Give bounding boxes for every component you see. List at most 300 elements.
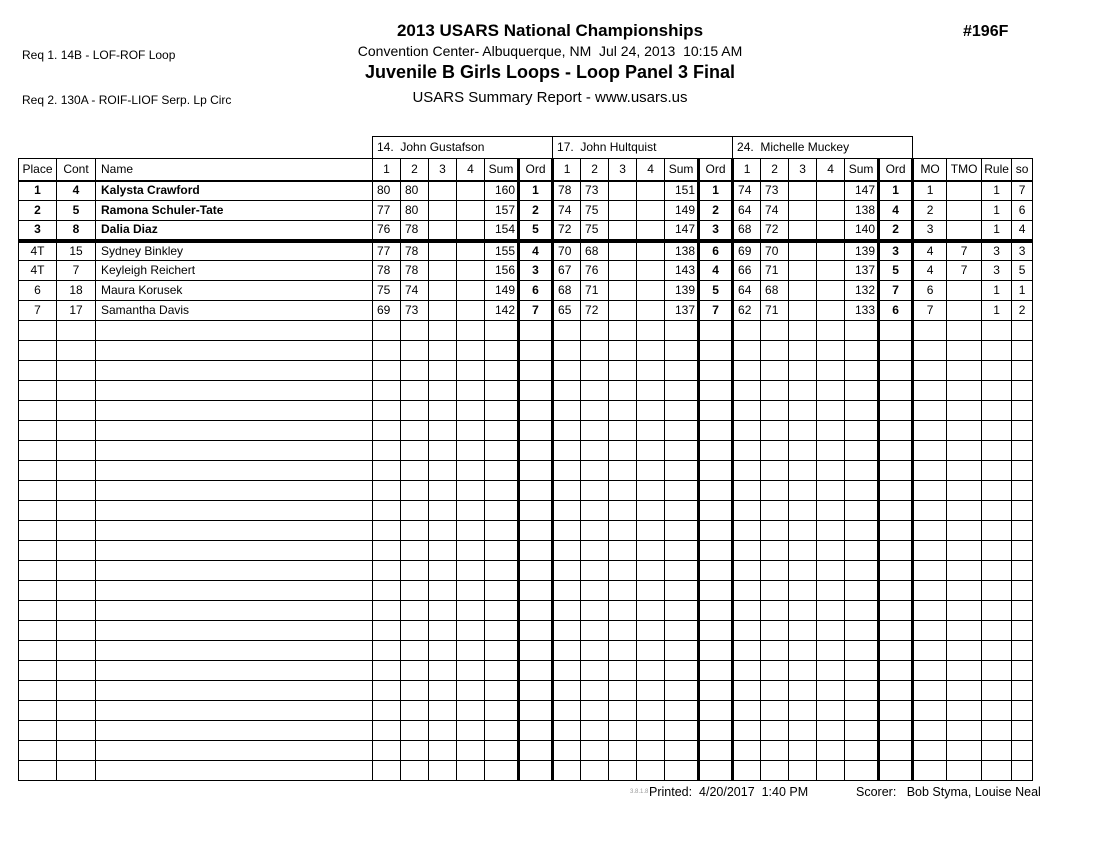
empty-cell xyxy=(485,581,519,601)
empty-cell xyxy=(699,501,733,521)
ordinal-cell: 5 xyxy=(519,221,553,241)
empty-cell xyxy=(581,521,609,541)
empty-cell xyxy=(913,561,947,581)
place-cell: 6 xyxy=(19,281,57,301)
so-cell: 5 xyxy=(1012,261,1033,281)
so-cell: 3 xyxy=(1012,241,1033,261)
empty-cell xyxy=(57,701,96,721)
col-header-mark-3: 3 xyxy=(789,159,817,181)
empty-cell xyxy=(457,761,485,781)
empty-cell xyxy=(913,681,947,701)
col-header-sum: Sum xyxy=(485,159,519,181)
empty-cell xyxy=(96,601,373,621)
sum-cell: 151 xyxy=(665,181,699,201)
empty-cell xyxy=(1012,561,1033,581)
empty-cell xyxy=(789,701,817,721)
empty-cell xyxy=(485,761,519,781)
empty-cell xyxy=(581,441,609,461)
sum-cell: 142 xyxy=(485,301,519,321)
scorer-label: Scorer: xyxy=(856,785,897,799)
empty-cell xyxy=(373,621,401,641)
empty-cell xyxy=(429,661,457,681)
empty-cell xyxy=(845,561,879,581)
skater-row xyxy=(19,241,1033,261)
empty-cell xyxy=(982,481,1012,501)
empty-cell xyxy=(96,561,373,581)
empty-cell xyxy=(789,741,817,761)
empty-cell xyxy=(19,521,57,541)
empty-cell xyxy=(19,661,57,681)
empty-cell xyxy=(789,361,817,381)
empty-cell xyxy=(457,361,485,381)
empty-cell xyxy=(96,501,373,521)
empty-cell xyxy=(457,441,485,461)
empty-cell xyxy=(699,381,733,401)
empty-cell xyxy=(982,601,1012,621)
ordinal-cell: 3 xyxy=(879,241,913,261)
sum-cell: 147 xyxy=(845,181,879,201)
mark-cell: 75 xyxy=(581,221,609,241)
empty-cell xyxy=(637,481,665,501)
contestant-number-cell: 18 xyxy=(57,281,96,301)
empty-cell xyxy=(845,361,879,381)
mark-cell xyxy=(817,301,845,321)
empty-cell xyxy=(845,721,879,741)
mark-cell xyxy=(457,201,485,221)
empty-cell xyxy=(665,701,699,721)
empty-cell xyxy=(665,441,699,461)
empty-cell xyxy=(817,561,845,581)
empty-cell xyxy=(817,401,845,421)
empty-cell xyxy=(401,421,429,441)
empty-cell xyxy=(637,721,665,741)
empty-cell xyxy=(637,541,665,561)
empty-cell xyxy=(401,621,429,641)
tmo-cell xyxy=(947,221,982,241)
empty-cell xyxy=(913,421,947,441)
empty-cell xyxy=(637,661,665,681)
sum-cell: 160 xyxy=(485,181,519,201)
empty-cell xyxy=(457,321,485,341)
empty-cell xyxy=(19,461,57,481)
empty-cell xyxy=(947,641,982,661)
empty-cell xyxy=(457,341,485,361)
empty-cell xyxy=(817,381,845,401)
empty-cell xyxy=(733,361,761,381)
empty-cell xyxy=(913,661,947,681)
mark-cell xyxy=(429,201,457,221)
scorer-value: Bob Styma, Louise Neal xyxy=(906,785,1041,799)
empty-cell xyxy=(879,741,913,761)
empty-cell xyxy=(57,421,96,441)
empty-cell xyxy=(581,481,609,501)
empty-cell xyxy=(947,661,982,681)
empty-cell xyxy=(19,441,57,461)
empty-cell xyxy=(817,661,845,681)
empty-cell xyxy=(553,701,581,721)
empty-cell xyxy=(913,541,947,561)
empty-cell xyxy=(581,401,609,421)
contestant-number-cell: 17 xyxy=(57,301,96,321)
empty-cell xyxy=(761,581,789,601)
venue-datetime: Convention Center- Albuquerque, NM Jul 24, 2013 10:15 AM xyxy=(357,43,743,59)
empty-cell xyxy=(789,721,817,741)
skater-name-cell: Dalia Diaz xyxy=(96,221,373,241)
majority-ordinal-cell: 7 xyxy=(913,301,947,321)
column-header-row xyxy=(19,159,1033,181)
sum-cell: 132 xyxy=(845,281,879,301)
empty-cell xyxy=(553,521,581,541)
empty-cell xyxy=(789,621,817,641)
empty-cell xyxy=(519,341,553,361)
empty-cell xyxy=(947,361,982,381)
empty-cell xyxy=(57,641,96,661)
mark-cell xyxy=(609,221,637,241)
empty-cell xyxy=(96,381,373,401)
empty-cell xyxy=(879,601,913,621)
mark-cell: 62 xyxy=(733,301,761,321)
empty-cell xyxy=(637,421,665,441)
empty-cell xyxy=(845,501,879,521)
empty-cell xyxy=(553,501,581,521)
empty-cell xyxy=(19,481,57,501)
empty-cell xyxy=(457,421,485,441)
mark-cell: 78 xyxy=(553,181,581,201)
empty-cell xyxy=(519,361,553,381)
empty-cell xyxy=(1012,341,1033,361)
empty-cell xyxy=(947,341,982,361)
empty-cell xyxy=(373,361,401,381)
mark-cell: 73 xyxy=(581,181,609,201)
sum-cell: 137 xyxy=(665,301,699,321)
empty-cell xyxy=(789,341,817,361)
empty-cell xyxy=(429,641,457,661)
empty-cell xyxy=(879,521,913,541)
empty-cell xyxy=(879,501,913,521)
empty-cell xyxy=(519,661,553,681)
empty-cell xyxy=(19,681,57,701)
empty-cell xyxy=(761,641,789,661)
empty-cell xyxy=(429,581,457,601)
col-header-cont: Cont xyxy=(57,159,96,181)
col-header-mark-2: 2 xyxy=(761,159,789,181)
empty-cell xyxy=(733,681,761,701)
empty-cell xyxy=(373,681,401,701)
empty-cell xyxy=(817,441,845,461)
results-table xyxy=(18,136,1033,781)
empty-cell xyxy=(96,701,373,721)
empty-cell xyxy=(373,761,401,781)
empty-cell xyxy=(982,441,1012,461)
mark-cell: 68 xyxy=(553,281,581,301)
empty-cell xyxy=(879,761,913,781)
empty-cell xyxy=(457,681,485,701)
empty-row xyxy=(19,701,1033,721)
empty-cell xyxy=(581,761,609,781)
empty-cell xyxy=(609,321,637,341)
mark-cell: 74 xyxy=(401,281,429,301)
empty-cell xyxy=(553,761,581,781)
place-cell: 4T xyxy=(19,261,57,281)
empty-cell xyxy=(519,741,553,761)
mark-cell: 66 xyxy=(733,261,761,281)
empty-cell xyxy=(609,741,637,761)
empty-cell xyxy=(637,621,665,641)
empty-cell xyxy=(761,341,789,361)
sum-cell: 154 xyxy=(485,221,519,241)
empty-cell xyxy=(982,361,1012,381)
empty-cell xyxy=(845,741,879,761)
empty-cell xyxy=(373,381,401,401)
empty-cell xyxy=(913,341,947,361)
empty-cell xyxy=(553,421,581,441)
empty-cell xyxy=(609,461,637,481)
empty-row xyxy=(19,741,1033,761)
empty-cell xyxy=(789,581,817,601)
majority-ordinal-cell: 2 xyxy=(913,201,947,221)
mark-cell: 71 xyxy=(581,281,609,301)
mark-cell xyxy=(789,201,817,221)
empty-row xyxy=(19,581,1033,601)
empty-cell xyxy=(96,481,373,501)
empty-cell xyxy=(96,361,373,381)
empty-cell xyxy=(457,481,485,501)
empty-cell xyxy=(665,501,699,521)
empty-cell xyxy=(845,641,879,661)
empty-cell xyxy=(96,641,373,661)
empty-cell xyxy=(699,641,733,661)
col-header-mark-4: 4 xyxy=(457,159,485,181)
empty-cell xyxy=(817,601,845,621)
empty-cell xyxy=(401,441,429,461)
empty-cell xyxy=(401,321,429,341)
skater-name-cell: Keyleigh Reichert xyxy=(96,261,373,281)
empty-cell xyxy=(699,421,733,441)
empty-cell xyxy=(553,361,581,381)
empty-cell xyxy=(57,741,96,761)
mark-cell xyxy=(637,201,665,221)
empty-row xyxy=(19,661,1033,681)
empty-cell xyxy=(485,701,519,721)
empty-cell xyxy=(982,621,1012,641)
empty-cell xyxy=(1012,441,1033,461)
empty-cell xyxy=(665,421,699,441)
empty-cell xyxy=(699,341,733,361)
empty-cell xyxy=(581,661,609,681)
empty-cell xyxy=(19,701,57,721)
empty-cell xyxy=(947,681,982,701)
mark-cell xyxy=(817,221,845,241)
mark-cell xyxy=(637,181,665,201)
empty-cell xyxy=(1012,701,1033,721)
empty-cell xyxy=(581,501,609,521)
empty-cell xyxy=(457,721,485,741)
skater-row xyxy=(19,281,1033,301)
empty-cell xyxy=(401,561,429,581)
empty-cell xyxy=(733,601,761,621)
empty-cell xyxy=(553,641,581,661)
empty-cell xyxy=(637,701,665,721)
empty-cell xyxy=(699,361,733,381)
empty-row xyxy=(19,381,1033,401)
empty-cell xyxy=(429,741,457,761)
empty-cell xyxy=(553,721,581,741)
empty-cell xyxy=(879,661,913,681)
empty-cell xyxy=(373,481,401,501)
empty-row xyxy=(19,481,1033,501)
col-header-place: Place xyxy=(19,159,57,181)
empty-cell xyxy=(553,601,581,621)
empty-cell xyxy=(947,621,982,641)
empty-cell xyxy=(665,721,699,741)
empty-cell xyxy=(879,641,913,661)
empty-cell xyxy=(913,401,947,421)
empty-cell xyxy=(457,641,485,661)
empty-cell xyxy=(519,521,553,541)
empty-cell xyxy=(733,581,761,601)
empty-cell xyxy=(57,561,96,581)
mark-cell: 64 xyxy=(733,201,761,221)
empty-cell xyxy=(789,601,817,621)
empty-cell xyxy=(699,461,733,481)
empty-cell xyxy=(637,381,665,401)
empty-cell xyxy=(879,421,913,441)
col-header-name: Name xyxy=(96,159,373,181)
empty-cell xyxy=(373,641,401,661)
empty-cell xyxy=(519,681,553,701)
sum-cell: 133 xyxy=(845,301,879,321)
empty-cell xyxy=(665,341,699,361)
empty-cell xyxy=(96,521,373,541)
empty-cell xyxy=(733,401,761,421)
empty-cell xyxy=(553,441,581,461)
requirement-2: Req 2. 130A - ROIF-LIOF Serp. Lp Circ xyxy=(22,93,232,107)
tmo-cell xyxy=(947,281,982,301)
empty-cell xyxy=(401,701,429,721)
empty-cell xyxy=(373,521,401,541)
judge-header-3: 24. Michelle Muckey xyxy=(733,137,913,159)
empty-cell xyxy=(1012,421,1033,441)
empty-cell xyxy=(519,381,553,401)
mark-cell xyxy=(609,181,637,201)
empty-cell xyxy=(519,561,553,581)
empty-cell xyxy=(96,621,373,641)
empty-cell xyxy=(817,481,845,501)
empty-cell xyxy=(96,721,373,741)
contestant-number-cell: 5 xyxy=(57,201,96,221)
empty-cell xyxy=(879,481,913,501)
ordinal-cell: 6 xyxy=(879,301,913,321)
empty-cell xyxy=(485,521,519,541)
empty-cell xyxy=(96,401,373,421)
mark-cell: 68 xyxy=(761,281,789,301)
empty-cell xyxy=(699,321,733,341)
empty-cell xyxy=(733,381,761,401)
empty-cell xyxy=(761,741,789,761)
empty-cell xyxy=(913,741,947,761)
place-cell: 4T xyxy=(19,241,57,261)
mark-cell: 77 xyxy=(373,201,401,221)
empty-cell xyxy=(373,721,401,741)
ordinal-cell: 7 xyxy=(519,301,553,321)
empty-cell xyxy=(761,561,789,581)
empty-cell xyxy=(982,681,1012,701)
so-cell: 4 xyxy=(1012,221,1033,241)
empty-cell xyxy=(879,701,913,721)
empty-cell xyxy=(57,341,96,361)
skater-name-cell: Samantha Davis xyxy=(96,301,373,321)
col-header-rule: Rule xyxy=(982,159,1012,181)
mark-cell xyxy=(817,241,845,261)
empty-cell xyxy=(699,741,733,761)
col-header-mark-1: 1 xyxy=(733,159,761,181)
mark-cell: 72 xyxy=(581,301,609,321)
empty-row xyxy=(19,521,1033,541)
empty-cell xyxy=(699,621,733,641)
empty-cell xyxy=(699,661,733,681)
col-header-mark-1: 1 xyxy=(553,159,581,181)
ordinal-cell: 5 xyxy=(879,261,913,281)
empty-cell xyxy=(609,421,637,441)
sum-cell: 138 xyxy=(665,241,699,261)
empty-cell xyxy=(665,681,699,701)
empty-cell xyxy=(817,341,845,361)
empty-cell xyxy=(609,501,637,521)
empty-cell xyxy=(609,601,637,621)
empty-cell xyxy=(96,321,373,341)
empty-cell xyxy=(485,741,519,761)
empty-cell xyxy=(699,521,733,541)
empty-cell xyxy=(581,601,609,621)
empty-cell xyxy=(96,341,373,361)
empty-cell xyxy=(401,521,429,541)
empty-cell xyxy=(457,561,485,581)
empty-cell xyxy=(699,721,733,741)
empty-cell xyxy=(947,421,982,441)
empty-cell xyxy=(1012,681,1033,701)
empty-cell xyxy=(553,461,581,481)
empty-cell xyxy=(665,521,699,541)
empty-row xyxy=(19,401,1033,421)
empty-cell xyxy=(457,521,485,541)
mark-cell: 78 xyxy=(401,221,429,241)
col-header-mark-3: 3 xyxy=(609,159,637,181)
contestant-number-cell: 8 xyxy=(57,221,96,241)
mark-cell xyxy=(637,301,665,321)
empty-cell xyxy=(699,601,733,621)
empty-cell xyxy=(581,421,609,441)
mark-cell: 68 xyxy=(581,241,609,261)
empty-cell xyxy=(1012,641,1033,661)
empty-row xyxy=(19,681,1033,701)
empty-cell xyxy=(879,721,913,741)
empty-cell xyxy=(57,481,96,501)
empty-cell xyxy=(817,361,845,381)
empty-cell xyxy=(733,741,761,761)
empty-cell xyxy=(19,761,57,781)
col-header-mo: MO xyxy=(913,159,947,181)
empty-cell xyxy=(733,521,761,541)
empty-cell xyxy=(519,441,553,461)
empty-cell xyxy=(733,341,761,361)
empty-cell xyxy=(665,321,699,341)
mark-cell: 80 xyxy=(401,181,429,201)
empty-cell xyxy=(519,701,553,721)
sum-cell: 147 xyxy=(665,221,699,241)
empty-cell xyxy=(699,681,733,701)
empty-cell xyxy=(581,321,609,341)
band-spacer-left xyxy=(19,137,373,159)
